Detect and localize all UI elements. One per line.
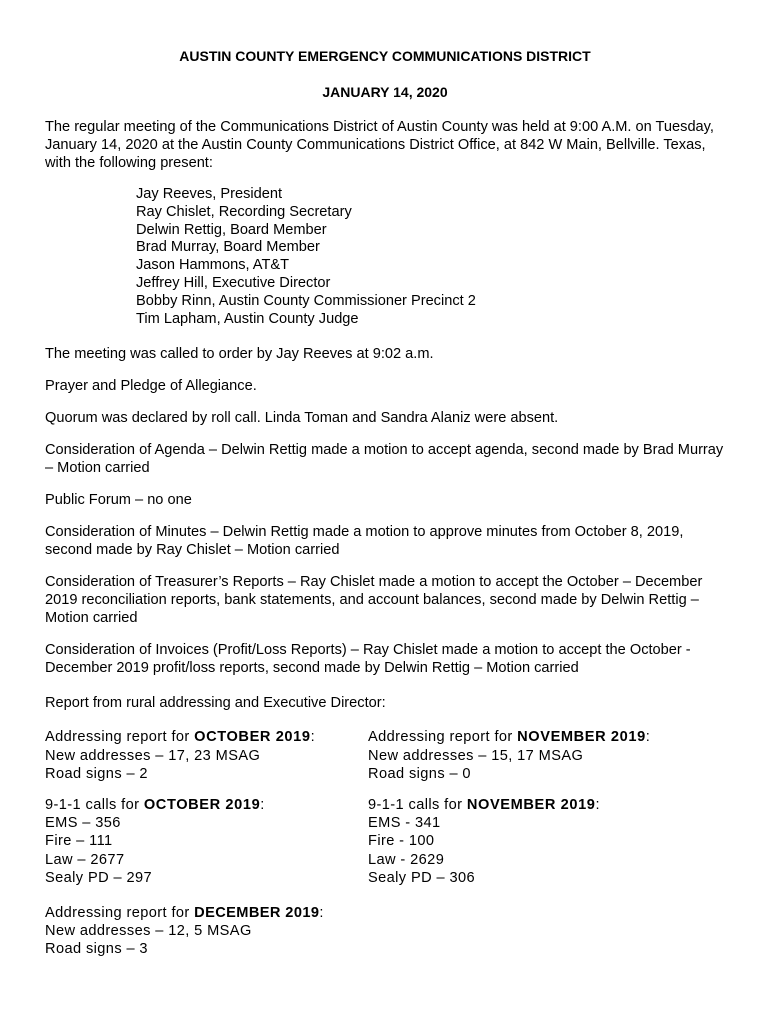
november-calls-report: 9-1-1 calls for NOVEMBER 2019: EMS - 341 Fire - 100 Law - 2629 Sealy PD – 306 (368, 796, 691, 888)
document-title: AUSTIN COUNTY EMERGENCY COMMUNICATIONS DISTRICT (179, 48, 591, 64)
attendee-item: Delwin Rettig, Board Member (136, 221, 327, 238)
attendee-item: Jay Reeves, President (136, 186, 283, 202)
minutes-paragraph: Consideration of Minutes – Delwin Rettig made a motion to approve minutes from October 8, 2019, second made by Ray Chislet – Motion carried (45, 524, 684, 559)
october-calls-report: 9-1-1 calls for OCTOBER 2019: EMS – 356 Fire – 111 Law – 2677 Sealy PD – 297 (45, 796, 368, 888)
report-line: EMS – 356 (45, 815, 121, 831)
report-month: OCTOBER 2019 (194, 729, 311, 746)
call-reports-row (45, 796, 725, 888)
report-intro: Report from rural addressing and Executive Director: (45, 695, 386, 712)
call-to-order: The meeting was called to order by Jay Reeves at 9:02 a.m. (45, 346, 434, 363)
intro-paragraph: The regular meeting of the Communications District of Austin County was held at 9:00 A.M. on Tuesday, January 14, 2020 at the Austin County Communications District Office, at 842 W Main, Bellville. Texas, with the following present: (45, 119, 714, 171)
attendee-item: Jason Hammons, AT&T (136, 257, 290, 274)
report-line: Sealy PD – 297 (45, 870, 153, 887)
invoices-paragraph: Consideration of Invoices (Profit/Loss Reports) – Ray Chislet made a motion to accept the October - December 2019 profit/loss reports, second made by Delwin Rettig – Motion carried (45, 642, 691, 677)
agenda-paragraph: Consideration of Agenda – Delwin Rettig made a motion to accept agenda, second made by Brad Murray – Motion carried (45, 442, 724, 477)
report-line: Road signs – 2 (45, 766, 148, 783)
report-line: Fire – 111 (45, 833, 113, 850)
report-line: New addresses – 17, 23 MSAG (45, 747, 261, 764)
november-addressing-report: Addressing report for NOVEMBER 2019: New addresses – 15, 17 MSAG Road signs – 0 (368, 728, 691, 783)
attendee-item: Jeffrey Hill, Executive Director (136, 274, 331, 291)
report-line: Road signs – 3 (45, 941, 148, 958)
public-forum-paragraph: Public Forum – no one (45, 492, 192, 509)
attendee-item: Bobby Rinn, Austin County Commissioner Precinct 2 (136, 292, 476, 309)
report-month: DECEMBER 2019 (194, 904, 320, 921)
report-line: New addresses – 15, 17 MSAG (368, 747, 584, 764)
attendee-list (136, 186, 725, 328)
report-month: OCTOBER 2019 (143, 796, 261, 813)
december-addressing-report: Addressing report for DECEMBER 2019: New addresses – 12, 5 MSAG Road signs – 3 (45, 904, 725, 959)
treasurer-paragraph: Consideration of Treasurer’s Reports – Ray Chislet made a motion to accept the October – December 2019 reconciliation reports, bank statements, and account balances, second made by Delwin Rettig – Motion carried (45, 574, 703, 627)
report-line: EMS - 341 (368, 815, 441, 831)
report-line: Road signs – 0 (368, 766, 471, 783)
document-page (45, 46, 725, 959)
report-line: Sealy PD – 306 (368, 870, 476, 887)
addressing-reports-row (45, 728, 725, 783)
report-month: NOVEMBER 2019 (517, 729, 646, 746)
october-addressing-report: Addressing report for OCTOBER 2019: New addresses – 17, 23 MSAG Road signs – 2 (45, 728, 368, 783)
attendee-item: Tim Lapham, Austin County Judge (136, 310, 359, 327)
report-month: NOVEMBER 2019 (466, 796, 596, 813)
report-line: New addresses – 12, 5 MSAG (45, 923, 252, 940)
attendee-item: Brad Murray, Board Member (136, 239, 320, 256)
report-line: Fire - 100 (368, 833, 435, 850)
meeting-date: JANUARY 14, 2020 (322, 84, 448, 100)
quorum-paragraph: Quorum was declared by roll call. Linda Toman and Sandra Alaniz were absent. (45, 410, 559, 427)
prayer-pledge: Prayer and Pledge of Allegiance. (45, 378, 257, 395)
attendee-item: Ray Chislet, Recording Secretary (136, 203, 352, 220)
report-line: Law – 2677 (45, 851, 125, 868)
report-line: Law - 2629 (368, 851, 445, 868)
